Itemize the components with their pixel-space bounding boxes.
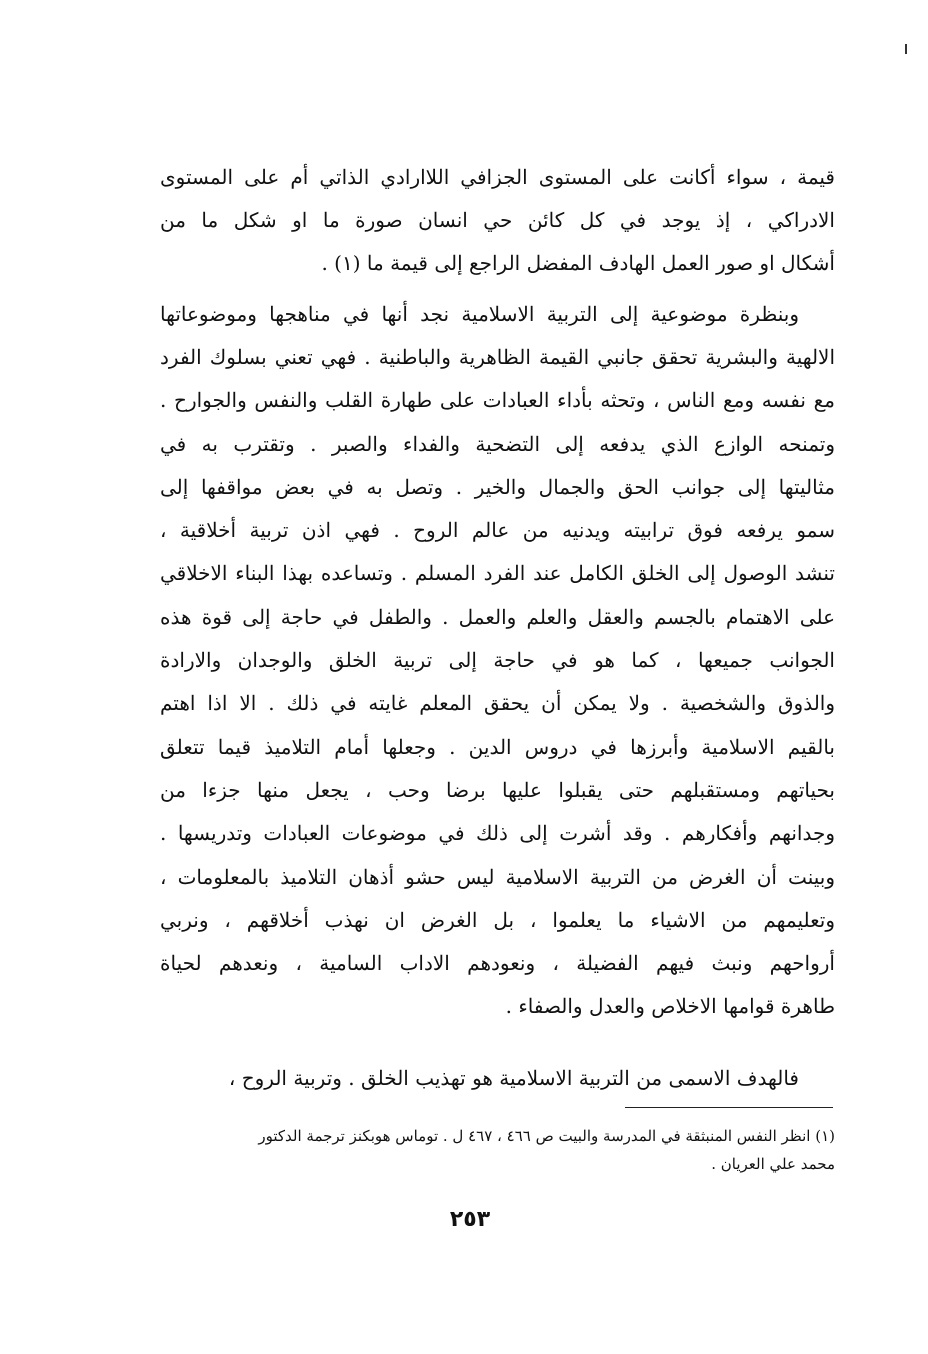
body-line: وبينت أن الغرض من التربية الاسلامية ليس حشو أذهان التلاميذ بالمعلومات ،: [160, 865, 835, 889]
body-line: الادراكي ، إذ يوجد في كل كائن حي انسان صورة ما او شكل ما من: [160, 208, 835, 232]
body-line: فالهدف الاسمى من التربية الاسلامية هو تهذيب الخلق . وتربية الروح ،: [228, 1066, 799, 1090]
body-line: وتمنحه الوازع الذي يدفعه إلى التضحية والفداء والصبر . وتقترب به في: [160, 432, 835, 456]
body-text: [160, 157, 835, 1057]
body-line: أشكال او صور العمل الهادف المفضل الراجع إلى قيمة ما (١) .: [321, 251, 835, 275]
scan-mark: [905, 44, 907, 54]
body-line: بحياتهم ومستقبلهم حتى يقبلوا عليها برضا وحب ، يجعل منها جزءا من: [160, 778, 835, 802]
body-line: وجدانهم وأفكارهم . وقد أشرت إلى ذلك في موضوعات العبادات وتدريسها .: [160, 821, 835, 845]
body-line: والذوق والشخصية . ولا يمكن أن يحقق المعلم غايته في ذلك . الا اذا اهتم: [160, 691, 835, 715]
body-line: بالقيم الاسلامية وأبرزها في دروس الدين . وجعلها أمام التلاميذ قيما تتعلق: [160, 735, 835, 759]
body-line: وبنظرة موضوعية إلى التربية الاسلامية نجد أنها في مناهجها وموضوعاتها: [160, 302, 799, 326]
page-number: ٢٥٣: [449, 1207, 491, 1232]
body-line: وتعليمهم من الاشياء ما يعلموا ، بل الغرض ان نهذب أخلاقهم ، ونربي: [160, 908, 835, 932]
body-line: على الاهتمام بالجسم والعقل والعلم والعمل . والطفل في حاجة إلى قوة هذه: [160, 605, 835, 629]
body-line: أرواحهم ونبث فيهم الفضيلة ، ونعودهم الاداب السامية ، ونعدهم لحياة: [160, 951, 835, 975]
footnote-line: (١) انظر النفس المنبثقة في المدرسة والبيت ص ٤٦٦ ، ٤٦٧ ل . توماس هوبكنز ترجمة الدكتور: [258, 1127, 835, 1145]
body-line: الالهية والبشرية تحقق جانبي القيمة الظاهرية والباطنية . فهي تعني بسلوك الفرد: [160, 345, 835, 369]
footnote-line: محمد علي العريان .: [711, 1155, 835, 1173]
body-line: مثاليتها إلى جوانب الحق والجمال والخير . وتصل به في بعض مواقفها إلى: [160, 475, 835, 499]
body-line: قيمة ، سواء أكانت على المستوى الجزافي اللاارادي الذاتي أم على المستوى: [160, 165, 835, 189]
body-line: الجوانب جميعها ، كما هو في حاجة إلى تربية الخلق والوجدان والارادة: [160, 648, 835, 672]
body-line: سمو يرفعه فوق ترابيته ويدنيه من عالم الروح . فهي اذن تربية أخلاقية ،: [160, 518, 835, 542]
body-line: تنشد الوصول إلى الخلق الكامل عند الفرد المسلم . وتساعده بهذا البناء الاخلاقي: [160, 561, 835, 585]
body-line: طاهرة قوامها الاخلاص والعدل والصفاء .: [505, 994, 835, 1018]
body-line: مع نفسه ومع الناس ، وتحثه بأداء العبادات على طهارة القلب والنفس والجوارح .: [160, 388, 835, 412]
footnote-separator: [625, 1107, 833, 1108]
closing-paragraph: [160, 1058, 835, 1098]
